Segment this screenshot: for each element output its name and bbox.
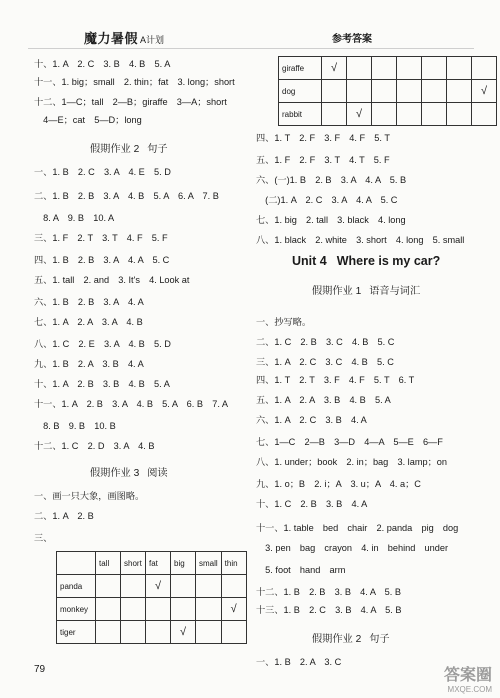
row-label: monkey	[57, 598, 96, 621]
section-name: 假期作业 1	[312, 286, 362, 297]
empty-cell	[397, 80, 422, 103]
answer-line: 七、1. big 2. tall 3. black 4. long	[256, 215, 406, 225]
check-mark: √	[146, 575, 171, 598]
answer-line: 八、1. black 2. white 3. short 4. long 5. small	[256, 235, 465, 245]
empty-cell	[322, 103, 347, 126]
answer-line: 一、1. B 2. A 3. C	[256, 657, 342, 667]
table-row	[279, 80, 497, 103]
empty-cell	[146, 621, 171, 644]
answer-line: 一、1. B 2. C 3. A 4. E 5. D	[34, 167, 171, 177]
answer-line: 五、1. tall 2. and 3. It's 4. Look at	[34, 275, 190, 285]
section-heading	[312, 282, 420, 297]
book-title-main: 魔力暑假	[84, 31, 139, 46]
answer-line: 十、1. A 2. B 3. B 4. B 5. A	[34, 379, 170, 389]
answer-key-title: 参考答案	[332, 34, 372, 45]
empty-cell	[196, 598, 222, 621]
answer-line: 八、1. C 2. E 3. A 4. B 5. D	[34, 339, 171, 349]
answer-line: 十一、1. big；small 2. thin；fat 3. long；short	[34, 77, 235, 87]
answer-line: 二、1. C 2. B 3. C 4. B 5. C	[256, 337, 395, 347]
answer-line: 4—E；cat 5—D；long	[34, 115, 142, 125]
answer-line: 十、1. C 2. B 3. B 4. A	[256, 499, 368, 509]
empty-cell	[347, 57, 372, 80]
section-target: 句子	[147, 144, 168, 155]
answer-line: 七、1. A 2. A 3. A 4. B	[34, 317, 143, 327]
answer-line: 十三、1. B 2. C 3. B 4. A 5. B	[256, 605, 402, 615]
column-header: big	[171, 552, 196, 575]
check-mark: √	[322, 57, 347, 80]
watermark-main: 答案圈	[443, 667, 492, 684]
answer-line: 五、1. F 2. F 3. T 4. T 5. F	[256, 155, 390, 165]
column-header: fat	[146, 552, 171, 575]
unit-number: Unit 4	[292, 254, 327, 268]
row-label: giraffe	[279, 57, 322, 80]
answer-line: (二)1. A 2. C 3. A 4. A 5. C	[256, 195, 398, 205]
section-heading	[90, 464, 168, 479]
book-title	[84, 28, 164, 47]
check-mark: √	[472, 80, 497, 103]
answer-line: 四、1. B 2. B 3. A 4. A 5. C	[34, 255, 170, 265]
answer-line: 十二、1—C；tall 2—B；giraffe 3—A；short	[34, 97, 227, 107]
empty-cell	[146, 598, 171, 621]
page-number: 79	[34, 664, 46, 675]
empty-cell	[96, 598, 121, 621]
answer-line: 六、1. B 2. B 3. A 4. A	[34, 297, 144, 307]
empty-cell	[96, 575, 121, 598]
empty-cell	[397, 57, 422, 80]
check-mark: √	[347, 103, 372, 126]
empty-cell	[221, 621, 246, 644]
empty-cell	[472, 103, 497, 126]
row-label: tiger	[57, 621, 96, 644]
table-row	[57, 575, 247, 598]
answer-line: 三、1. A 2. C 3. C 4. B 5. C	[256, 357, 394, 367]
empty-cell	[171, 598, 196, 621]
answer-line: 8. A 9. B 10. A	[34, 213, 115, 223]
check-mark: √	[221, 598, 246, 621]
answer-line: 九、1. o；B 2. i；A 3. u；A 4. a；C	[256, 479, 421, 489]
answer-line: 二、1. B 2. B 3. A 4. B 5. A 6. A 7. B	[34, 191, 219, 201]
empty-cell	[121, 621, 146, 644]
empty-cell	[171, 575, 196, 598]
answer-line: 六、1. A 2. C 3. B 4. A	[256, 415, 367, 425]
answer-line: 三、	[34, 533, 53, 543]
empty-cell	[372, 103, 397, 126]
answer-line: 九、1. B 2. A 3. B 4. A	[34, 359, 144, 369]
answer-line: 三、1. F 2. T 3. T 4. F 5. F	[34, 233, 168, 243]
answer-line: 8. B 9. B 10. B	[34, 421, 116, 431]
corner-cell	[57, 552, 96, 575]
empty-cell	[372, 57, 397, 80]
watermark	[444, 662, 492, 694]
empty-cell	[422, 103, 447, 126]
book-title-sub: A计划	[140, 35, 165, 45]
answer-line: 一、抄写略。	[256, 317, 312, 327]
empty-cell	[196, 621, 222, 644]
answer-line: 五、1. A 2. A 3. B 4. B 5. A	[256, 395, 391, 405]
section-target: 语音与词汇	[369, 286, 421, 297]
empty-cell	[221, 575, 246, 598]
table-row	[57, 598, 247, 621]
empty-cell	[121, 598, 146, 621]
column-header: short	[121, 552, 146, 575]
row-label: rabbit	[279, 103, 322, 126]
section-name: 假期作业 2	[312, 634, 362, 645]
column-header: thin	[221, 552, 246, 575]
answer-line: 十二、1. B 2. B 3. B 4. A 5. B	[256, 587, 402, 597]
answer-table-top	[278, 56, 497, 126]
empty-cell	[472, 57, 497, 80]
table-row	[279, 103, 497, 126]
check-mark: √	[171, 621, 196, 644]
answer-line: 四、1. T 2. F 3. F 4. F 5. T	[256, 133, 390, 143]
empty-cell	[447, 80, 472, 103]
empty-cell	[347, 80, 372, 103]
answer-line: 六、(一)1. B 2. B 3. A 4. A 5. B	[256, 175, 407, 185]
empty-cell	[447, 103, 472, 126]
answer-line: 十一、1. table bed chair 2. panda pig dog	[256, 523, 459, 533]
unit-heading	[292, 254, 440, 268]
answer-table-bottom	[56, 551, 247, 644]
table-row	[57, 621, 247, 644]
answer-line: 二、1. A 2. B	[34, 511, 94, 521]
section-name: 假期作业 3	[90, 468, 140, 479]
watermark-sub: MXQE.COM	[447, 685, 492, 694]
empty-cell	[397, 103, 422, 126]
answer-line: 十、1. A 2. C 3. B 4. B 5. A	[34, 59, 171, 69]
empty-cell	[422, 80, 447, 103]
unit-title: Where is my car?	[336, 254, 441, 268]
answer-line: 四、1. T 2. T 3. F 4. F 5. T 6. T	[256, 375, 415, 385]
column-header: tall	[96, 552, 121, 575]
empty-cell	[447, 57, 472, 80]
row-label: panda	[57, 575, 96, 598]
answer-line: 一、画一只大象，画图略。	[34, 491, 145, 501]
section-target: 阅读	[147, 468, 168, 479]
section-heading	[312, 630, 390, 645]
answer-line: 十一、1. A 2. B 3. A 4. B 5. A 6. B 7. A	[34, 399, 229, 409]
header-rule	[28, 48, 474, 49]
section-target: 句子	[369, 634, 390, 645]
empty-cell	[372, 80, 397, 103]
table-header-row	[57, 552, 247, 575]
answer-line: 八、1. under；book 2. in；bag 3. lamp；on	[256, 457, 447, 467]
empty-cell	[121, 575, 146, 598]
answer-line: 3. pen bag crayon 4. in behind under	[256, 543, 449, 553]
empty-cell	[422, 57, 447, 80]
empty-cell	[96, 621, 121, 644]
column-header: small	[196, 552, 222, 575]
section-heading	[90, 140, 168, 155]
answer-line: 十二、1. C 2. D 3. A 4. B	[34, 441, 155, 451]
answer-line: 5. foot hand arm	[256, 565, 346, 575]
answer-line: 七、1—C 2—B 3—D 4—A 5—E 6—F	[256, 437, 443, 447]
empty-cell	[196, 575, 222, 598]
table-row	[279, 57, 497, 80]
row-label: dog	[279, 80, 322, 103]
section-name: 假期作业 2	[90, 144, 140, 155]
empty-cell	[322, 80, 347, 103]
